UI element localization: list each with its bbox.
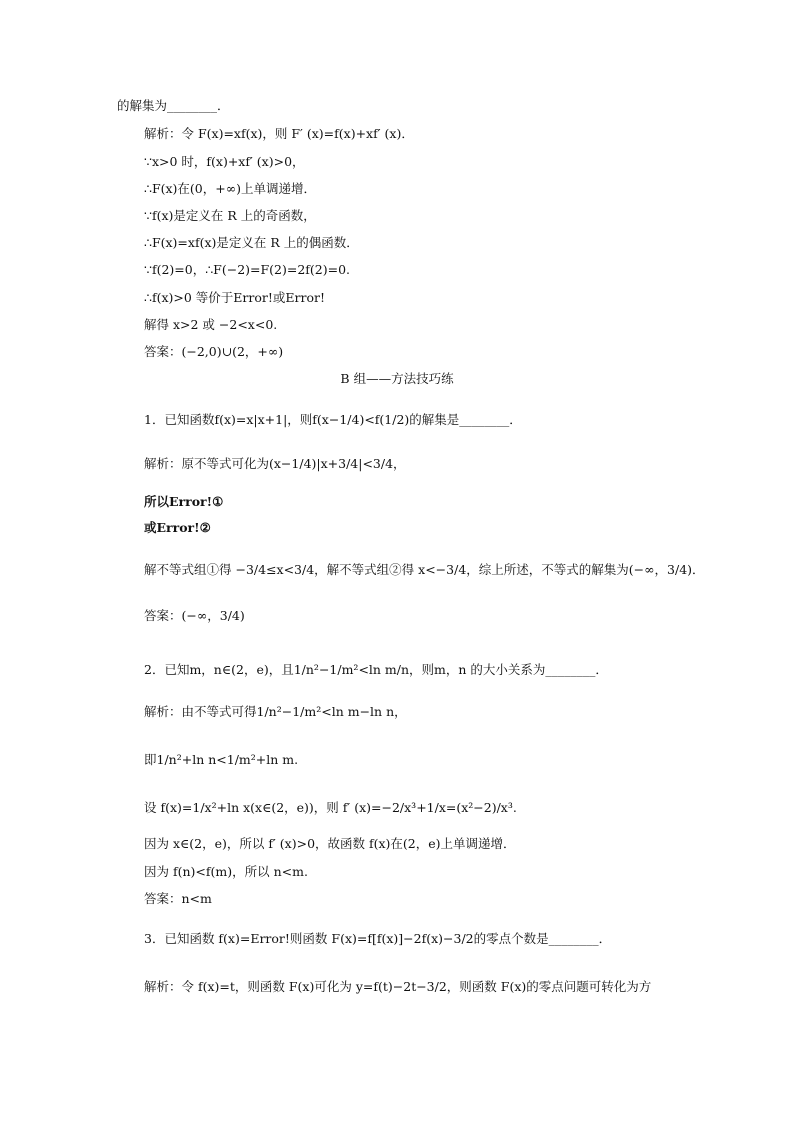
question-2: 2．已知m，n∈(2，e)，且1/n²−1/m²<ln m/n，则m，n 的大小关系为________． xyxy=(144,662,608,677)
text-line: 因为 x∈(2，e)，所以 f′ (x)>0，故函数 f(x)在(2，e)上单调递增． xyxy=(144,836,516,851)
text-line: 或Error!② xyxy=(144,520,211,535)
answer-line: 答案：(−2,0)∪(2，+∞) xyxy=(144,344,284,359)
text-line: 解析：原不等式可化为(x−1/4)|x+3/4|<3/4， xyxy=(144,456,406,471)
text-line: ∵f(x)是定义在 R 上的奇函数， xyxy=(144,208,316,223)
text-line: 解得 x>2 或 −2<x<0. xyxy=(144,317,278,332)
answer-line: 答案：(−∞，3/4) xyxy=(144,608,245,623)
text-line: ∴f(x)>0 等价于Error!或Error! xyxy=(144,290,325,305)
text-line: ∵x>0 时，f(x)+xf′ (x)>0， xyxy=(144,154,305,169)
question-1: 1．已知函数f(x)=x|x+1|，则f(x−1/4)<f(1/2)的解集是________． xyxy=(144,412,522,427)
text-line: ∴F(x)=xf(x)是定义在 R 上的偶函数． xyxy=(144,235,359,250)
text-line: ∵f(2)=0，∴F(−2)=F(2)=2f(2)=0. xyxy=(144,262,351,277)
text-line: 的解集为________． xyxy=(117,98,230,113)
text-line: ∴F(x)在(0，+∞)上单调递增． xyxy=(144,181,317,196)
question-3: 3．已知函数 f(x)=Error!则函数 F(x)=f[f(x)]−2f(x)−3/2的零点个数是________． xyxy=(144,931,612,946)
text-line: 解析：令 f(x)=t，则函数 F(x)可化为 y=f(t)−2t−3/2，则函数 F(x)的零点问题可转化为方 xyxy=(144,979,652,994)
text-line: 所以Error!① xyxy=(144,494,224,509)
text-line: 因为 f(n)<f(m)，所以 n<m. xyxy=(144,864,308,879)
text-line: 解析：令 F(x)=xf(x)，则 F′ (x)=f(x)+xf′ (x)． xyxy=(144,126,414,141)
answer-line: 答案：n<m xyxy=(144,891,212,906)
text-line: 设 f(x)=1/x²+ln x(x∈(2，e))，则 f′ (x)=−2/x³+1/x=(x²−2)/x³. xyxy=(144,800,517,815)
text-line: 解不等式组①得 −3/4≤x<3/4，解不等式组②得 x<−3/4，综上所述，不等式的解集为(−∞，3/4)． xyxy=(144,562,705,577)
section-heading: B 组——方法技巧练 xyxy=(340,371,454,386)
text-line: 解析：由不等式可得1/n²−1/m²<ln m−ln n， xyxy=(144,704,407,719)
text-line: 即1/n²+ln n<1/m²+ln m. xyxy=(144,752,299,767)
